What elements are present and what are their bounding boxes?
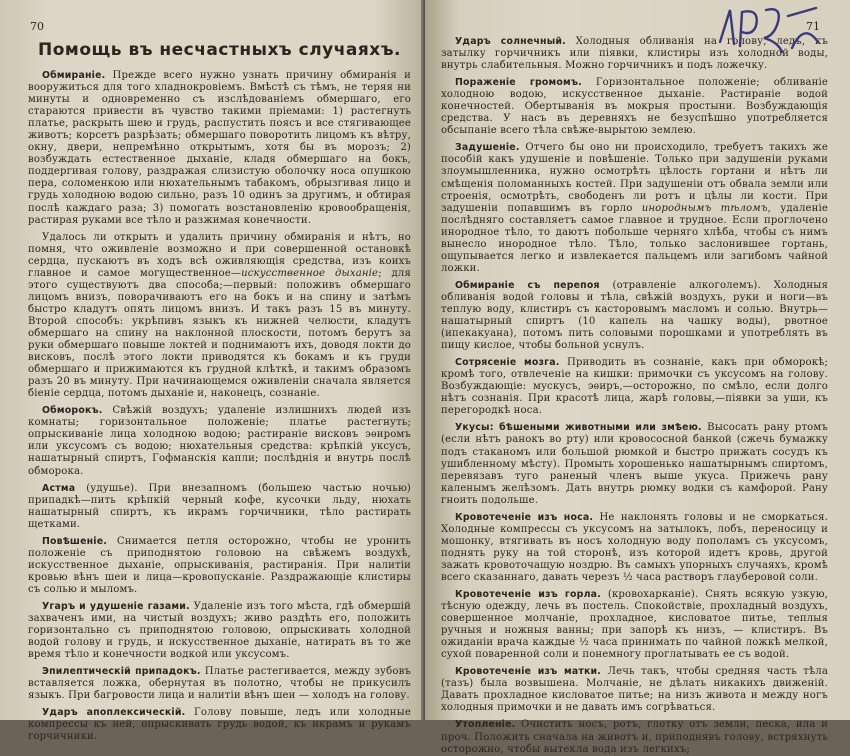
section-paragraph bbox=[441, 666, 828, 714]
section-paragraph bbox=[28, 483, 411, 531]
handwritten-annotation bbox=[712, 2, 822, 62]
section-title: Повѣшеніе. bbox=[42, 535, 108, 547]
section-title: Задушеніе. bbox=[455, 142, 520, 154]
section-title: Ударъ солнечный. bbox=[455, 36, 566, 47]
section-text: Высосать рану ртомъ (если нѣтъ ранокъ во рту) или кровососной банкой (сжечь бумажку подъ стаканомъ или большой рюмкой и быстро прижать сосудъ къ ушибленному мѣсту). Промыть хорошенько нашатырнымъ спиртомъ, перевязавъ туго раненый членъ выше укуса. Прижечь рану каленымъ желѣзомъ. Дать внутрь рюмку водки съ камфорой. Рану гноить подольше. bbox=[441, 422, 828, 506]
section-text: Горизонтальное положеніе; обливаніе холодною водою, искусственное дыханіе. Растираніе водой конечностей. Обертыванія въ мокрыя простыни. Возбуждающія средства. У насъ въ деревняхъ не безуспѣшно употребляется обсыпаніе всего тѣла свѣже-вырытою землею. bbox=[441, 77, 828, 137]
section-title: Укусы: бѣшеными животными или змѣею. bbox=[455, 422, 702, 434]
section-emphasis: инороднымъ тѣломъ bbox=[641, 202, 768, 214]
section-title: Кровотеченіе изъ матки. bbox=[455, 666, 602, 678]
section-text-tail: ; для этого существуютъ два способа;—первый: положивъ обмершаго лицомъ внизъ, поворачиваютъ его на бокъ и на спину и затѣмъ быстро кладутъ опять лицомъ внизъ. И такъ разъ 15 въ минуту. Второй способъ: укрѣпивъ языкъ къ нижней челюсти, кладутъ обмершаго на спину на наклонной плоскости, потомъ берутъ за руки обмершаго повыше локтей и поднимаютъ ихъ, доводя локти до висковъ, послѣ этого локти приводятся къ бокамъ и къ груди обмершаго и прижимаются къ грудной клѣткѣ, и такимъ образомъ разъ 20 въ минуту. При начинающемся оживленіи сначала является біеніе сердца, потомъ дыханіе и, наконецъ, сознаніе. bbox=[28, 267, 411, 400]
section-text: (кровохарканіе). Снять всякую узкую, тѣсную одежду, лечь въ постель. Спокойствіе, прохладный воздухъ, совершенное молчаніе, прохладное, кисловатое питье, теплыя ручныя и ножныя ванны; при запорѣ къ низъ, — клистиръ. Въ ожиданіи врача каждые ½ часа принимать по чайной ложкѣ мелкой, сухой поваренной соли и понемногу проглатывать ее съ водой. bbox=[441, 589, 828, 661]
section-text: Голову повыше, ледъ или холодные компрессы къ ней, опрыскивать грудь водой, къ икрамъ и рукамъ горчичники. bbox=[28, 707, 411, 743]
section-title: Пораженіе громомъ. bbox=[455, 77, 582, 89]
section-text: Снимается петля осторожно, чтобы не уронить положеніе съ приподнятою головою на свѣжемъ воздухѣ, искусственное дыханіе, опрыскиванія, растиранія. При налитіи кровью вѣнъ шеи и лица—кровопусканіе. Раздражающіе клистиры съ солью и мыломъ. bbox=[28, 535, 411, 595]
section-title: Угаръ и удушеніе газами. bbox=[42, 600, 190, 612]
section-title: Обмираніе съ перепоя bbox=[455, 279, 600, 291]
left-page-number: 70 bbox=[30, 20, 44, 33]
section-text-tail: , удаленіе послѣдняго составляетъ самое главное и трудное. Если проглочено инородное тѣло, то даютъ побольше черняго хлѣба, чтобы съ нимъ вынесло инородное тѣло. Тѣло, только заслонившее гортань, ощупывается легко и извлекается пальцемъ или загибомъ чайной ложки. bbox=[441, 202, 829, 274]
section-paragraph bbox=[441, 719, 828, 755]
section-title: Астма bbox=[42, 482, 76, 494]
section-title: Ударъ апоплексическій. bbox=[42, 707, 186, 719]
section-text: Удаленіе изъ того мѣста, гдѣ обмершій захваченъ ими, на чистый воздухъ; живо раздѣть его, положить горизонтально съ приподнятою головою, опрыскивать холодной водой голову и грудь, и искусственное дыханіе, натирать въ то же время тѣло и конечности водкой или уксусомъ. bbox=[28, 600, 411, 661]
section-title: Сотрясеніе мозга. bbox=[455, 357, 560, 369]
right-body bbox=[441, 36, 828, 756]
section-paragraph bbox=[441, 422, 828, 506]
section-paragraph bbox=[441, 77, 828, 137]
section-title: Обморокъ. bbox=[42, 405, 103, 417]
section-text: Удалось ли открыть и удалить причину обмиранія и нѣтъ, но помня, что оживленіе возможно и при совершенной остановкѣ сердца, пускаютъ въ ходъ всѣ оживляющія средства, изъ коихъ главное и самое могущественное— bbox=[28, 231, 411, 279]
section-title: Утопленіе. bbox=[455, 719, 516, 731]
section-paragraph bbox=[441, 280, 828, 352]
left-body bbox=[28, 70, 411, 743]
page-heading: Помощь въ несчастныхъ случаяхъ. bbox=[38, 40, 401, 60]
section-text: Холодныя обливанія на голову, ледъ, къ затылку горчичникъ или піявки, клистиры изъ холодной воды, внутрь слабительныя. Можно горчичникъ и подъ ложечку. bbox=[441, 36, 828, 72]
section-text: Приводить въ сознаніе, какъ при обморокѣ; кромѣ того, отвлеченіе на кишки: примочки съ уксусомъ на голову. Возбуждающіе: мускусъ, эѳиръ,—осторожно, по смѣло, если долго нѣтъ сознанія. При красотѣ лица, жарѣ головы,—піявки за уши, къ перегородкѣ носа. bbox=[441, 357, 829, 417]
section-paragraph bbox=[441, 142, 828, 275]
section-text: Платье растегивается, между зубовъ вставляется ложка, обернутая въ полотно, чтобы не прикусилъ языкъ. При багровости лица и налитіи вѣнъ шеи — холодъ на голову. bbox=[28, 666, 411, 702]
section-paragraph bbox=[28, 666, 411, 702]
section-paragraph bbox=[28, 707, 411, 743]
section-title: Кровотеченіе изъ носа. bbox=[455, 511, 594, 523]
section-paragraph bbox=[28, 232, 411, 401]
right-page bbox=[425, 0, 850, 755]
section-title: Обмираніе. bbox=[42, 70, 106, 81]
section-paragraph bbox=[441, 512, 828, 584]
section-paragraph bbox=[441, 357, 828, 417]
handwriting-stroke bbox=[720, 8, 818, 52]
section-text: Свѣжій воздухъ; удаленіе излишнихъ людей изъ комнаты; горизонтальное положеніе; платье растегнуть; опрыскиваніе лица холодною водою; растираніе висковъ эѳиромъ или уксусомъ съ водою; нюхательныя средства: крѣпкій уксусъ, нашатырный спиртъ, Гофманскія капли; послѣднія и внутрь послѣ обморока. bbox=[28, 405, 411, 477]
section-paragraph bbox=[28, 601, 411, 661]
section-paragraph bbox=[441, 589, 828, 661]
left-page bbox=[0, 0, 425, 743]
section-text: Отчего бы оно ни происходило, требуетъ такихъ же пособій какъ удушеніе и повѣшеніе. Только при задушеніи руками злоумышленника, нужно осмотрѣть цѣлость гортани и нѣтъ ли смѣщенія поломанныхъ костей. При задушеніи отъ обвала земли или строенія, осмотрѣть, свободенъ ли ротъ и цѣлы ли кости. При задушеніи попавшимъ въ горло bbox=[441, 142, 828, 214]
section-text: Не наклонять головы и не сморкаться. Холодные компрессы съ уксусомъ на затылокъ, лобъ, переносицу и мошонку, втягивать въ носъ холодную воду пополамъ съ уксусомъ, поднять руку на той сторонѣ, изъ которой идетъ кровь, другой зажать кровоточащую ноздрю. Въ самыхъ упорныхъ случаяхъ, кромѣ всего сказаннаго, давать черезъ ½ часа растворъ глауберовой соли. bbox=[441, 511, 828, 583]
section-paragraph bbox=[28, 405, 411, 477]
section-text: Прежде всего нужно узнать причину обмиранія и вооружиться для того хладнокровіемъ. Вмѣстѣ съ тѣмъ, не теряя ни минуты и одновременно съ изслѣдованіемъ обмершаго, его стараются привести въ чувство такими пріемами: 1) растегнуть платье, раскрыть шею и грудь, распустить поясъ и все стягивающее животъ; корсетъ разрѣзать; обмершаго поворотить лицомъ къ вѣтру, окну, двери, непремѣнно открытымъ, хотя бы въ морозъ; 2) возбуждать естественное дыханіе, кладя обмершаго на бокъ, поддергивая голову, раздражая слизистую оболочку носа опушкою пера, соломенкою или нюхательнымъ табакомъ, обрызгивая лицо и грудь холодною водою сильно, разъ 10 одинъ за другимъ, и обтирая послѣ каждаго раза; 3) помогать возстановленію кровообращенія, растирая руками все тѣло и разжимая конечности. bbox=[28, 70, 411, 226]
section-title: Кровотеченіе изъ горла. bbox=[455, 589, 601, 601]
section-paragraph bbox=[28, 536, 411, 596]
section-title: Эпилептическій припадокъ. bbox=[42, 666, 201, 678]
section-text: Очистить носъ, ротъ, глотку отъ земли, песка, ила и проч. Положить сначала на животъ и, приподнявъ голову, встряхнуть осторожно, чтобы вытекла вода изъ легкихъ; bbox=[441, 719, 829, 755]
section-emphasis: искусственное дыханіе bbox=[241, 267, 379, 279]
section-text: (удушье). При внезапномъ (большею частью ночью) припадкѣ—пить крѣпкій черный кофе, кусочки льду, нюхать нашатырный спиртъ, къ икрамъ горчичники, тѣло растирать щетками. bbox=[28, 482, 411, 530]
section-text: Лечь такъ, чтобы средняя часть тѣла (тазъ) была возвышена. Молчаніе, не дѣлать никакихъ движеній. Давать прохладное кисловатое питье; на низъ живота и между ногъ холодныя примочки и не давать имъ согрѣваться. bbox=[441, 666, 828, 714]
right-page-number: 71 bbox=[806, 20, 820, 33]
section-text: (отравленіе алкоголемъ). Холодныя обливанія водой головы и тѣла, свѣжій воздухъ, руки и ноги—въ теплую воду, клистиръ съ касторовымъ масломъ и солью. Внутрь—нашатырный спиртъ (10 капель на чашку воды), рвотное (ипекакуана), потомъ пить соловыми порошками и употреблять въ пищу кислое, чтобы больной уснулъ. bbox=[441, 279, 828, 352]
section-paragraph bbox=[28, 70, 411, 227]
